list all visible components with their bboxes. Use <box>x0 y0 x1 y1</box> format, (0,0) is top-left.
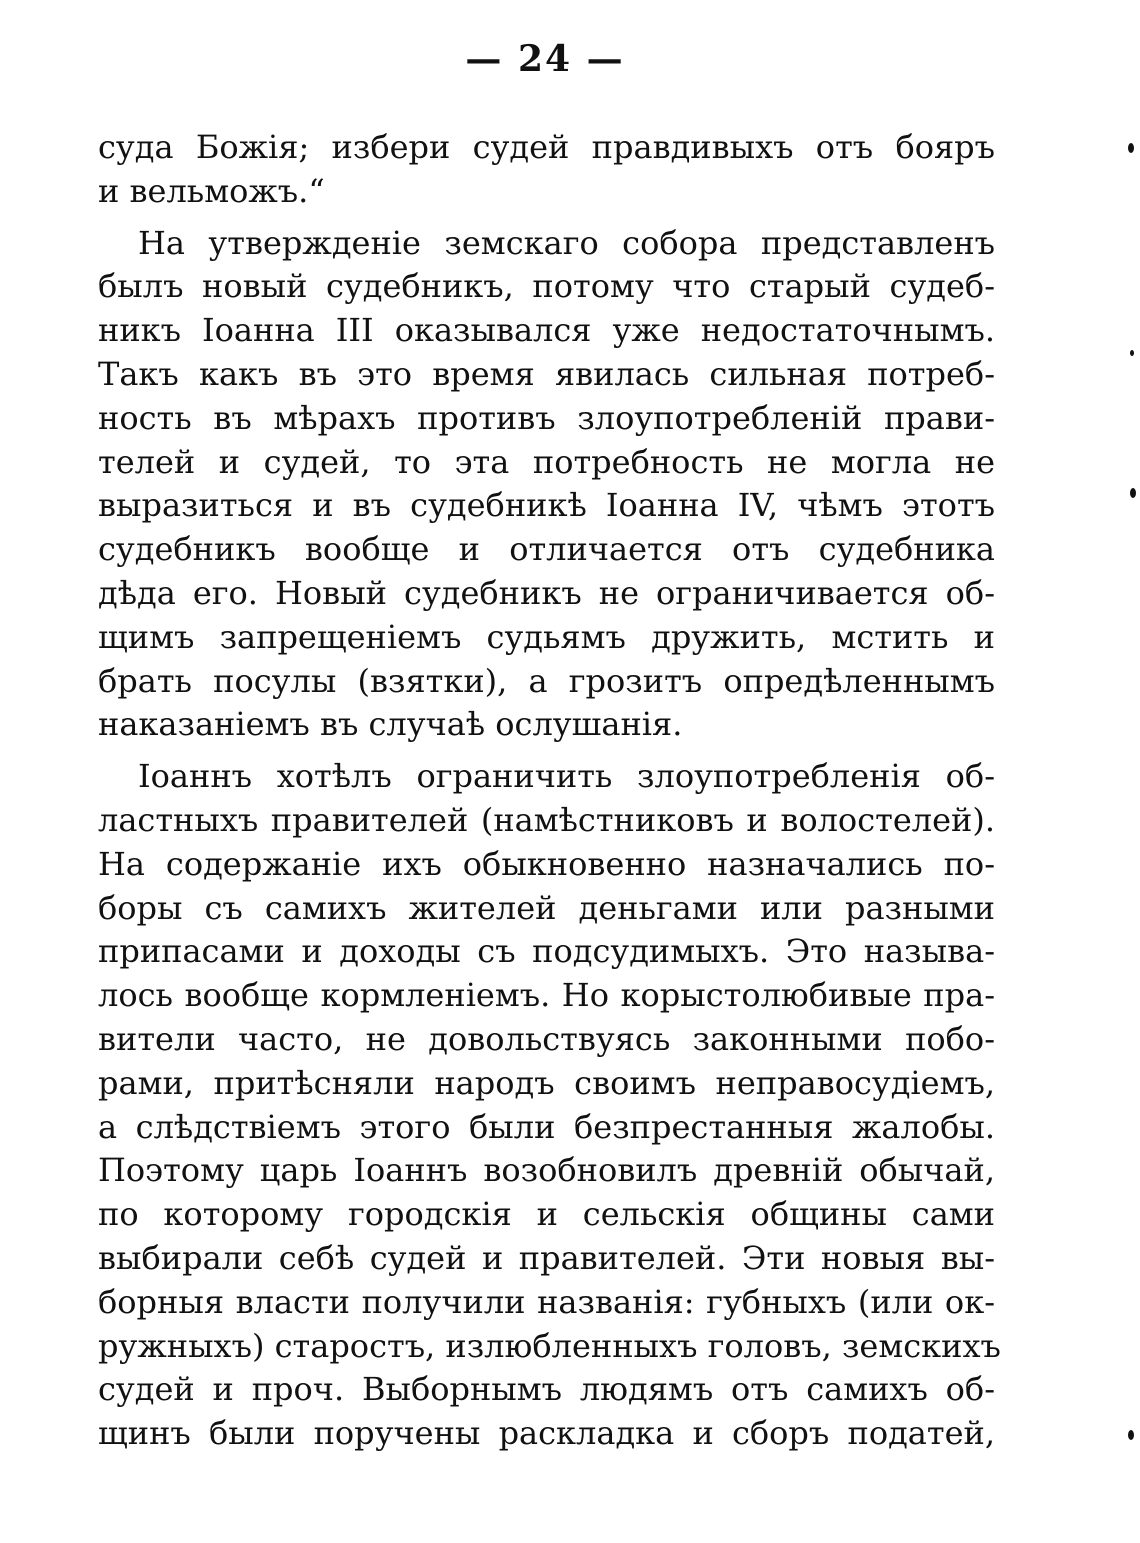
page-number: — 24 — <box>465 38 625 80</box>
text-line: судей и проч. Выборнымъ людямъ отъ самихъ об- <box>98 1370 995 1409</box>
text-line: борныя власти получили названія: губныхъ (или ок- <box>98 1282 995 1321</box>
text-line: вители часто, не довольствуясь законными побо- <box>98 1019 995 1058</box>
text-line: щимъ запрещеніемъ судьямъ дружить, мстить и <box>98 617 995 656</box>
page-body-text <box>98 126 1001 1456</box>
text-line: никъ Іоанна III оказывался уже недостаточнымъ. <box>98 311 995 350</box>
paragraph-first-line: На утвержденіе земскаго собора представленъ <box>138 223 995 262</box>
text-line: припасами и доходы съ подсудимыхъ. Это называ- <box>98 932 995 971</box>
text-line: Поэтому царь Іоаннъ возобновилъ древній обычай, <box>98 1151 995 1190</box>
text-line: выбирали себѣ судей и правителей. Эти новыя вы- <box>98 1238 995 1277</box>
text-line: На содержаніе ихъ обыкновенно назначались по- <box>98 844 995 883</box>
margin-mark <box>1128 143 1134 153</box>
text-line: ружныхъ) старостъ, излюбленныхъ головъ, земскихъ <box>98 1326 1001 1365</box>
margin-mark <box>1128 1430 1134 1440</box>
text-line: лось вообще кормленіемъ. Но корыстолюбивые пра- <box>98 976 995 1015</box>
text-line: боры съ самихъ жителей деньгами или разными <box>98 888 995 927</box>
text-line: рами, притѣсняли народъ своимъ неправосудіемъ, <box>98 1063 995 1102</box>
text-line: суда Божія; избери судей правдивыхъ отъ бояръ <box>98 128 995 166</box>
text-line: брать посулы (взятки), а грозитъ опредѣленнымъ <box>98 661 995 700</box>
text-line: и вельможъ.“ <box>98 171 325 210</box>
text-line: щинъ были поручены раскладка и сборъ податей, <box>98 1414 995 1453</box>
margin-mark <box>1130 488 1136 498</box>
text-line: ластныхъ правителей (намѣстниковъ и волостелей). <box>98 800 995 839</box>
text-line: телей и судей, то эта потребность не могла не <box>98 442 995 481</box>
paragraph-first-line: Іоаннъ хотѣлъ ограничить злоупотребленія об- <box>138 757 995 796</box>
text-line: былъ новый судебникъ, потому что старый судеб- <box>98 267 995 306</box>
text-line: а слѣдствіемъ этого были безпрестанныя жалобы. <box>98 1107 995 1146</box>
text-line: дѣда его. Новый судебникъ не ограничивается об- <box>98 573 995 612</box>
text-line: выразиться и въ судебникѣ Іоанна IV, чѣмъ этотъ <box>98 486 996 525</box>
text-line: судебникъ вообще и отличается отъ судебника <box>98 530 995 569</box>
text-line: Такъ какъ въ это время явилась сильная потреб- <box>98 354 995 393</box>
margin-mark <box>1130 350 1134 356</box>
text-line: ность въ мѣрахъ противъ злоупотребленій прави- <box>98 398 995 437</box>
text-line: по которому городскія и сельскія общины сами <box>98 1195 995 1234</box>
text-line: наказаніемъ въ случаѣ ослушанія. <box>98 705 683 744</box>
